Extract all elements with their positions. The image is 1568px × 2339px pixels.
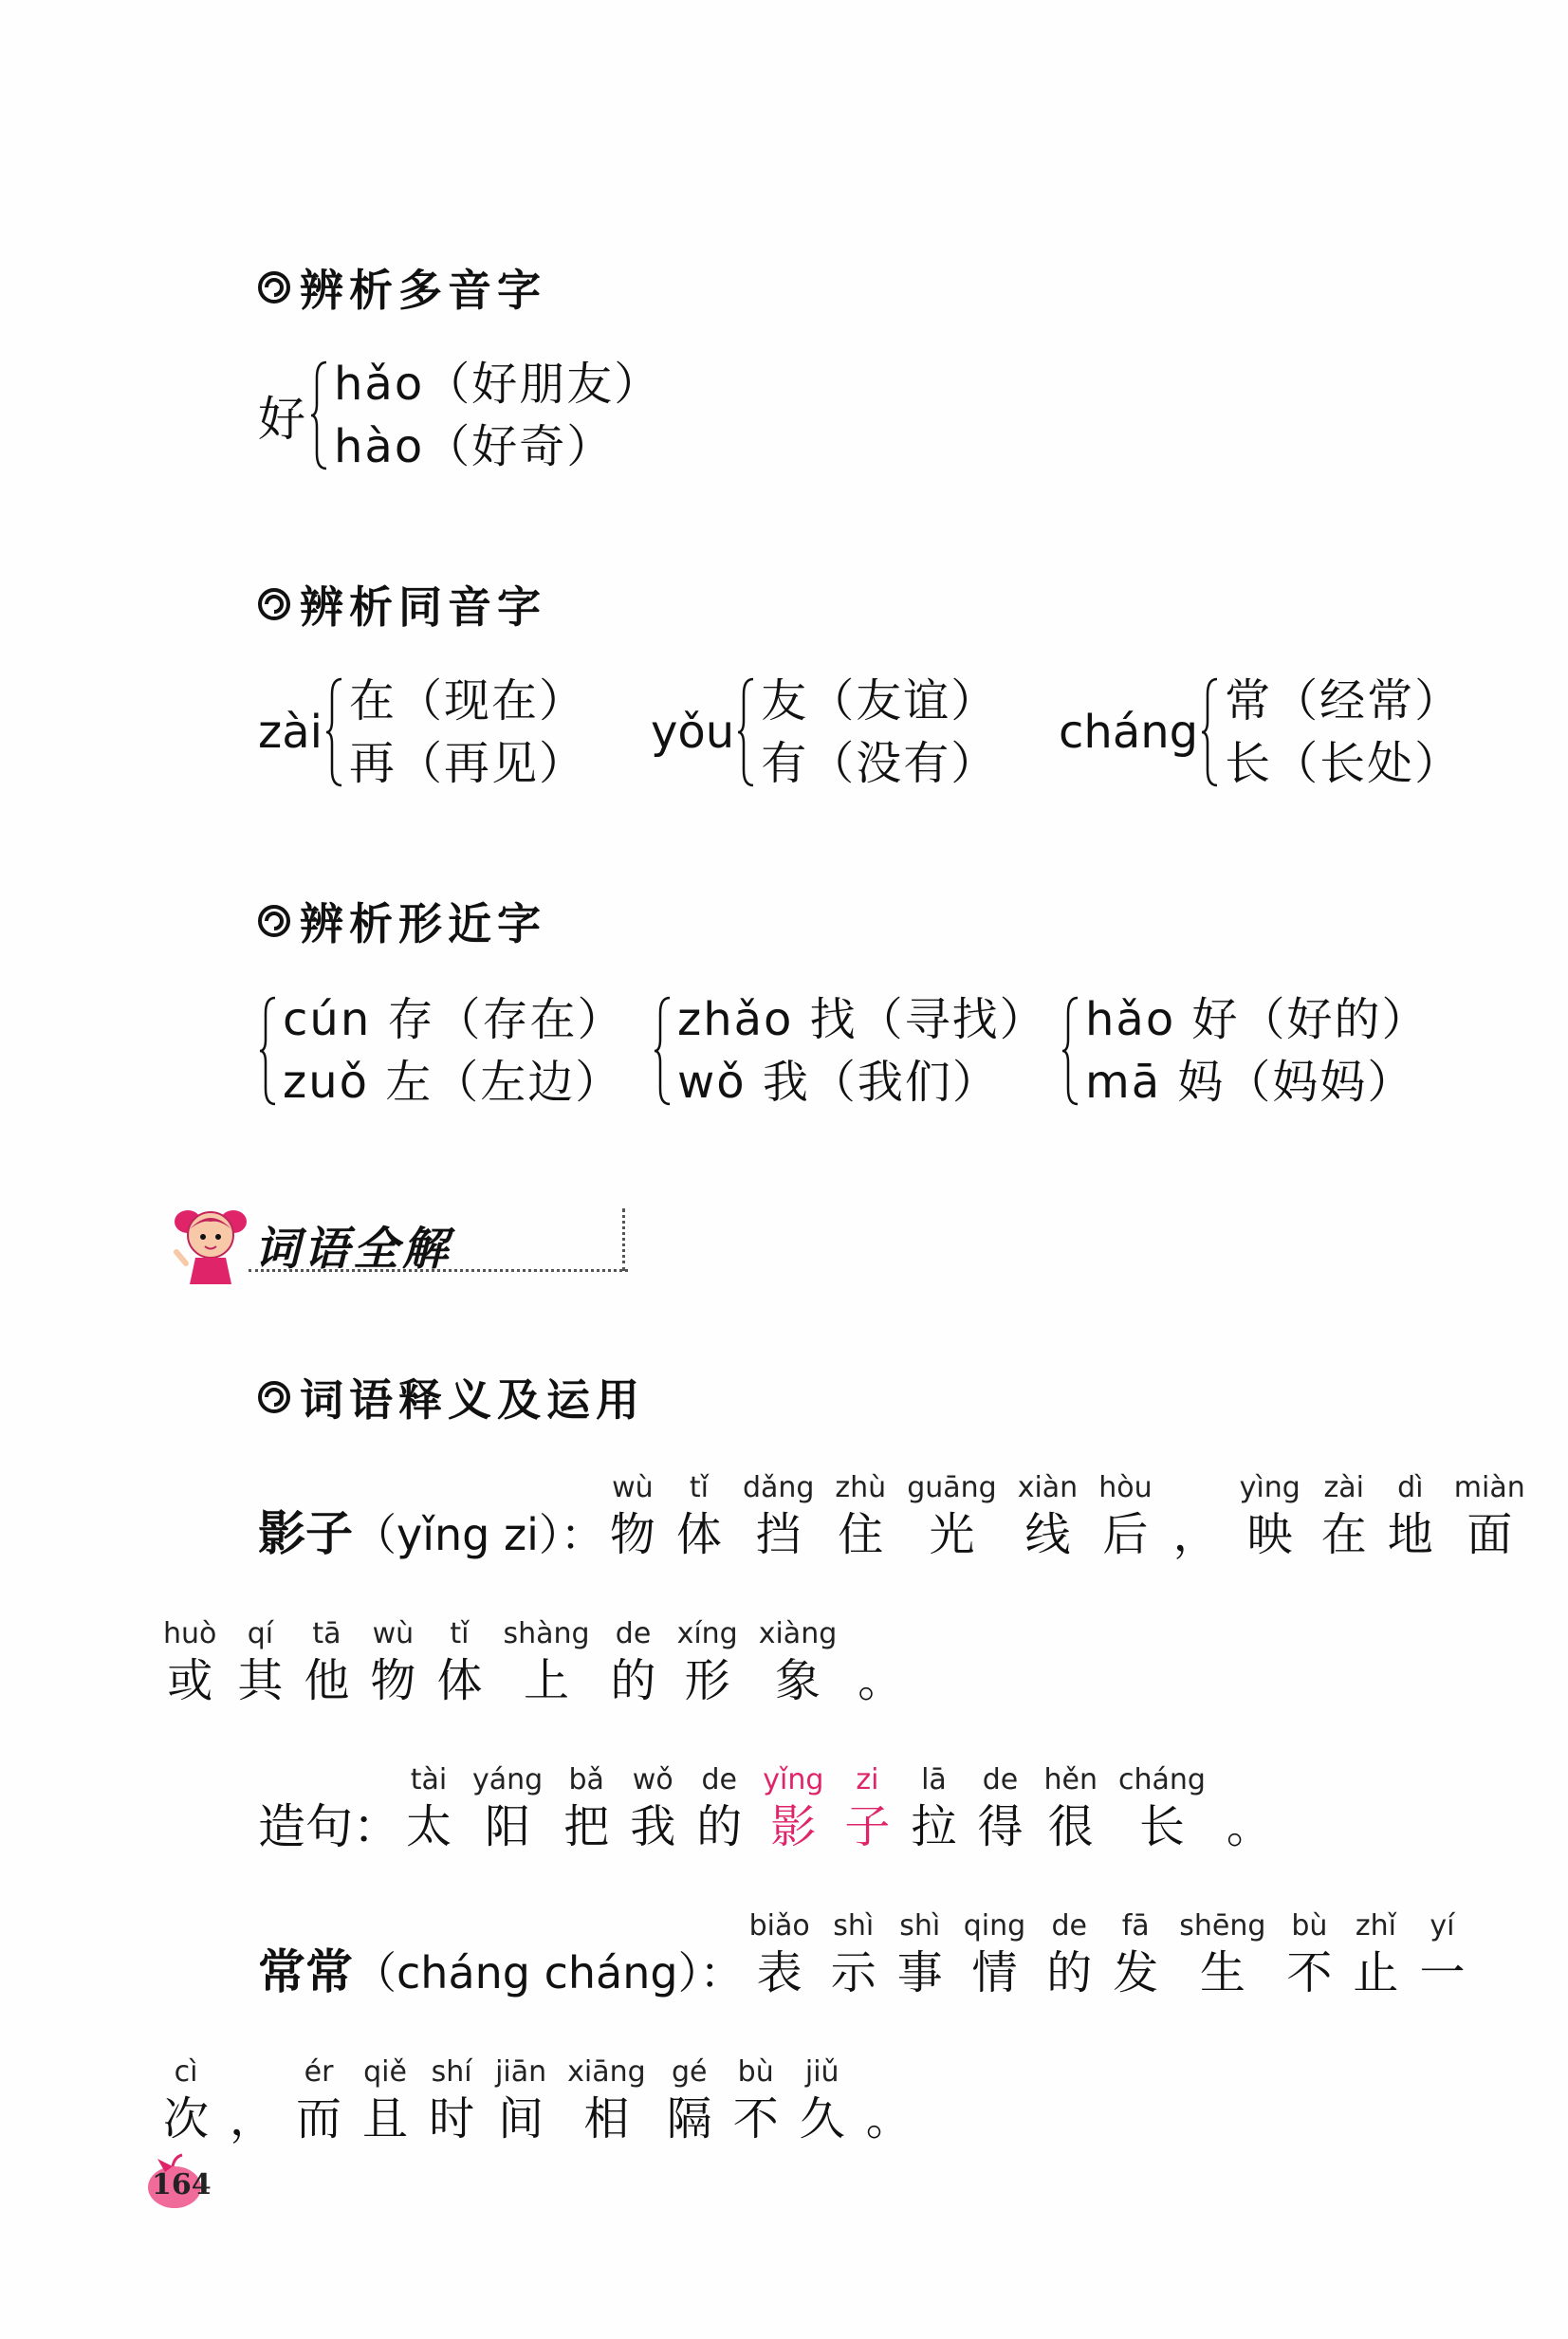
hanzi: 的 xyxy=(1046,1946,1093,1999)
hanzi: 形 xyxy=(684,1654,730,1707)
hanzi: 止 xyxy=(1353,1946,1399,1999)
brace-icon xyxy=(1061,994,1081,1108)
pinyin: xiàn xyxy=(1017,1471,1079,1504)
punctuation xyxy=(230,2054,275,2147)
homophone-group xyxy=(651,675,998,789)
pinyin: shì xyxy=(833,1909,875,1943)
entry-definition-line xyxy=(163,2054,932,2147)
ruby-char xyxy=(835,1470,886,1563)
pinyin: hòu xyxy=(1098,1471,1153,1504)
pinyin: biǎo xyxy=(748,1909,810,1943)
pinyin: cháng xyxy=(1117,1763,1206,1796)
swirl-bullet-icon xyxy=(258,588,290,620)
pinyin: qiě xyxy=(363,2055,407,2089)
hanzi: 面 xyxy=(1467,1508,1513,1561)
hanzi: 生 xyxy=(1199,1946,1245,1999)
hanzi: 久 xyxy=(799,2092,845,2146)
ruby-char xyxy=(610,1470,655,1563)
punctuation xyxy=(1227,1762,1272,1855)
ruby-char xyxy=(503,1616,589,1709)
hanzi: 住 xyxy=(838,1508,884,1561)
hanzi: 的 xyxy=(696,1800,743,1853)
homophone-item: 有（没有） xyxy=(761,737,999,790)
pinyin: dǎng xyxy=(742,1471,815,1504)
hanzi: 拉 xyxy=(911,1800,957,1853)
punctuation xyxy=(866,2054,912,2147)
section-title: 辨析多音字 xyxy=(300,265,546,316)
hanzi: 子 xyxy=(844,1800,891,1853)
brace-icon xyxy=(653,994,673,1108)
polyphone-item: hǎo（好朋友） xyxy=(334,358,662,411)
pinyin: xiàng xyxy=(758,1617,838,1650)
ruby-char xyxy=(1043,1762,1097,1855)
hanzi: 体 xyxy=(675,1508,722,1561)
entry-definition-line xyxy=(163,1616,924,1709)
hanzi: 挡 xyxy=(755,1508,802,1561)
ruby-char xyxy=(1286,1908,1332,2001)
polyphone-group xyxy=(258,359,661,472)
hanzi: 不 xyxy=(1286,1946,1333,1999)
pinyin: cì xyxy=(174,2055,198,2089)
hanzi: 我 xyxy=(630,1800,676,1853)
ruby-char xyxy=(677,1616,738,1709)
pinyin: tā xyxy=(312,1617,341,1650)
entry-definition-line xyxy=(258,1908,1485,2001)
similar-item: zuǒ 左（左边） xyxy=(283,1056,623,1109)
ruby-char xyxy=(1113,1908,1158,2001)
entry-term: 影子（yǐng zi）： xyxy=(258,1506,604,1561)
pinyin: wǒ xyxy=(632,1763,673,1796)
swirl-bullet-icon xyxy=(258,271,290,304)
section-title: 辨析同音字 xyxy=(300,581,546,633)
hanzi: 次 xyxy=(163,2092,210,2146)
hanzi: 不 xyxy=(732,2092,779,2146)
entry-term: 常常（cháng cháng）： xyxy=(258,1944,744,1999)
section-heading-vocab xyxy=(258,1366,645,1428)
pinyin: tǐ xyxy=(689,1471,709,1504)
homophone-item: 再（再见） xyxy=(348,737,586,790)
hanzi: 地 xyxy=(1387,1508,1433,1561)
punctuation xyxy=(858,1616,903,1709)
ruby-char xyxy=(1046,1908,1092,2001)
hanzi: 他 xyxy=(304,1654,350,1707)
pinyin: de xyxy=(1051,1909,1087,1943)
hanzi: 上 xyxy=(523,1654,569,1707)
ruby-char xyxy=(667,2054,712,2147)
homophone-pinyin: zài xyxy=(258,706,323,759)
hanzi: 且 xyxy=(362,2092,409,2146)
ruby-char xyxy=(163,1616,216,1709)
ruby-char xyxy=(696,1762,742,1855)
ruby-char xyxy=(370,1616,415,1709)
pinyin: de xyxy=(615,1617,652,1650)
ruby-char xyxy=(406,1762,452,1855)
hanzi: 得 xyxy=(977,1800,1024,1853)
ruby-char xyxy=(977,1762,1023,1855)
ruby-char xyxy=(763,1762,823,1855)
entry-definition-line xyxy=(258,1470,1546,1563)
pinyin: qí xyxy=(247,1617,274,1650)
section-heading-homophone xyxy=(258,573,546,635)
homophone-item: 友（友谊） xyxy=(761,674,999,727)
pinyin: de xyxy=(982,1763,1019,1796)
pinyin: hěn xyxy=(1043,1763,1098,1796)
ruby-char xyxy=(844,1762,890,1855)
homophone-group xyxy=(1059,675,1462,789)
page-number: 164 xyxy=(152,2168,212,2201)
homophone-item: 常（经常） xyxy=(1225,674,1463,727)
entry-example-line xyxy=(258,1762,1293,1855)
ruby-char xyxy=(897,1908,943,2001)
homophone-group xyxy=(258,675,586,789)
hanzi: 事 xyxy=(896,1946,943,1999)
ruby-char xyxy=(472,1762,543,1855)
punctuation xyxy=(1173,1470,1219,1563)
hanzi: 。 xyxy=(858,1654,904,1707)
ruby-char xyxy=(1118,1762,1206,1855)
homophone-item: 长（长处） xyxy=(1225,737,1463,790)
hanzi: 其 xyxy=(237,1654,284,1707)
ruby-char xyxy=(495,2054,546,2147)
swirl-bullet-icon xyxy=(258,905,290,937)
hanzi: 象 xyxy=(774,1654,821,1707)
pinyin: bù xyxy=(737,2055,774,2089)
similar-item: mā 妈（妈妈） xyxy=(1085,1056,1415,1109)
brace-icon xyxy=(736,675,757,789)
hanzi: 发 xyxy=(1113,1946,1159,1999)
ruby-char xyxy=(1353,1908,1398,2001)
similar-item: hǎo 好（好的） xyxy=(1085,993,1430,1046)
pinyin: zài xyxy=(1323,1471,1364,1504)
hanzi: 而 xyxy=(296,2092,342,2146)
pinyin: shí xyxy=(431,2055,472,2089)
hanzi: 间 xyxy=(498,2092,544,2146)
similar-group xyxy=(258,994,625,1108)
pinyin: dì xyxy=(1397,1471,1424,1504)
ruby-char xyxy=(1419,1908,1465,2001)
ruby-char xyxy=(436,1616,482,1709)
hanzi: 时 xyxy=(429,2092,475,2146)
pinyin: shēng xyxy=(1179,1909,1266,1943)
pinyin: guāng xyxy=(907,1471,997,1504)
pinyin: jiān xyxy=(495,2055,547,2089)
ruby-char xyxy=(1018,1470,1079,1563)
hanzi: 影 xyxy=(770,1800,817,1853)
example-label: 造句： xyxy=(258,1799,400,1854)
banner-underline xyxy=(249,1269,628,1272)
pinyin: yáng xyxy=(472,1763,544,1796)
hanzi: 光 xyxy=(929,1508,975,1561)
hanzi: 太 xyxy=(406,1800,452,1853)
ruby-char xyxy=(1454,1470,1525,1563)
pinyin: yǐng xyxy=(763,1763,824,1796)
ruby-char xyxy=(563,1762,609,1855)
section-title: 辨析形近字 xyxy=(300,898,546,949)
polyphone-char: 好 xyxy=(258,392,305,447)
ruby-char xyxy=(964,1908,1025,2001)
pinyin: tǐ xyxy=(450,1617,470,1650)
pinyin: zi xyxy=(856,1763,879,1796)
banner-label: 词语全解 xyxy=(254,1223,452,1276)
hanzi: 长 xyxy=(1138,1800,1185,1853)
pinyin: tài xyxy=(410,1763,448,1796)
ruby-char xyxy=(362,2054,408,2147)
hanzi: ， xyxy=(1172,1508,1219,1561)
ruby-char xyxy=(304,1616,349,1709)
hanzi: 一 xyxy=(1419,1946,1466,1999)
pinyin: wù xyxy=(372,1617,415,1650)
pinyin: qing xyxy=(963,1909,1026,1943)
section-heading-similar xyxy=(258,890,546,952)
ruby-char xyxy=(296,2054,341,2147)
homophone-pinyin: cháng xyxy=(1059,706,1199,759)
ruby-char xyxy=(1240,1470,1301,1563)
pinyin: zhǐ xyxy=(1355,1909,1396,1943)
similar-group xyxy=(653,994,1047,1108)
girl-mascot-icon xyxy=(163,1201,258,1286)
pinyin: huò xyxy=(163,1617,217,1650)
vocab-banner xyxy=(163,1201,467,1279)
ruby-char xyxy=(237,1616,283,1709)
ruby-char xyxy=(1098,1470,1152,1563)
hanzi: 表 xyxy=(756,1946,802,1999)
similar-item: zhǎo 找（寻找） xyxy=(677,993,1047,1046)
swirl-bullet-icon xyxy=(258,1381,290,1413)
hanzi: 很 xyxy=(1047,1800,1094,1853)
ruby-char xyxy=(907,1470,997,1563)
pinyin: de xyxy=(701,1763,737,1796)
ruby-char xyxy=(163,2054,209,2147)
ruby-char xyxy=(1321,1470,1367,1563)
polyphone-item: hào（好奇） xyxy=(334,420,615,473)
ruby-char xyxy=(743,1470,814,1563)
ruby-char xyxy=(567,2054,646,2147)
pinyin: wù xyxy=(612,1471,654,1504)
section-title: 词语释义及运用 xyxy=(300,1374,645,1426)
hanzi: 相 xyxy=(583,2092,630,2146)
ruby-char xyxy=(831,1908,876,2001)
hanzi: 把 xyxy=(563,1800,610,1853)
ruby-char xyxy=(630,1762,675,1855)
similar-item: wǒ 我（我们） xyxy=(677,1056,1000,1109)
pinyin: zhù xyxy=(835,1471,887,1504)
hanzi: 物 xyxy=(370,1654,416,1707)
ruby-char xyxy=(611,1616,656,1709)
pinyin: bǎ xyxy=(568,1763,604,1796)
ruby-char xyxy=(429,2054,474,2147)
ruby-char xyxy=(1179,1908,1265,2001)
pinyin: ér xyxy=(304,2055,334,2089)
brace-icon xyxy=(1200,675,1221,789)
brace-icon xyxy=(324,675,345,789)
hanzi: 阳 xyxy=(485,1800,531,1853)
homophone-pinyin: yǒu xyxy=(651,706,735,759)
hanzi: 示 xyxy=(830,1946,876,1999)
ruby-char xyxy=(911,1762,956,1855)
pinyin: yìng xyxy=(1239,1471,1301,1504)
hanzi: 后 xyxy=(1102,1508,1149,1561)
similar-group xyxy=(1061,994,1429,1108)
hanzi: 体 xyxy=(436,1654,483,1707)
hanzi: ， xyxy=(230,2092,276,2146)
pinyin: bù xyxy=(1291,1909,1328,1943)
ruby-char xyxy=(1388,1470,1433,1563)
ruby-char xyxy=(676,1470,722,1563)
section-heading-polyphone xyxy=(258,256,546,319)
hanzi: 映 xyxy=(1246,1508,1293,1561)
pinyin: jiǔ xyxy=(804,2055,839,2089)
brace-icon xyxy=(309,359,330,472)
pinyin: gé xyxy=(671,2055,708,2089)
hanzi: 物 xyxy=(609,1508,655,1561)
ruby-char xyxy=(749,1908,810,2001)
pinyin: xiāng xyxy=(567,2055,646,2089)
pinyin: lā xyxy=(921,1763,947,1796)
pinyin: xíng xyxy=(676,1617,738,1650)
hanzi: 情 xyxy=(971,1946,1018,1999)
banner-divider xyxy=(622,1208,625,1271)
ruby-char xyxy=(759,1616,838,1709)
hanzi: 或 xyxy=(167,1654,213,1707)
hanzi: 的 xyxy=(610,1654,656,1707)
hanzi: 。 xyxy=(1226,1800,1272,1853)
ruby-char xyxy=(733,2054,779,2147)
pinyin: fā xyxy=(1121,1909,1150,1943)
hanzi: 。 xyxy=(865,2092,912,2146)
brace-icon xyxy=(258,994,279,1108)
hanzi: 线 xyxy=(1024,1508,1071,1561)
pinyin: shàng xyxy=(503,1617,590,1650)
pinyin: yí xyxy=(1430,1909,1455,1943)
hanzi: 在 xyxy=(1320,1508,1367,1561)
similar-item: cún 存（存在） xyxy=(283,993,625,1046)
pinyin: shì xyxy=(899,1909,941,1943)
pinyin: miàn xyxy=(1453,1471,1525,1504)
hanzi: 隔 xyxy=(666,2092,712,2146)
ruby-char xyxy=(800,2054,845,2147)
homophone-item: 在（现在） xyxy=(348,674,586,727)
